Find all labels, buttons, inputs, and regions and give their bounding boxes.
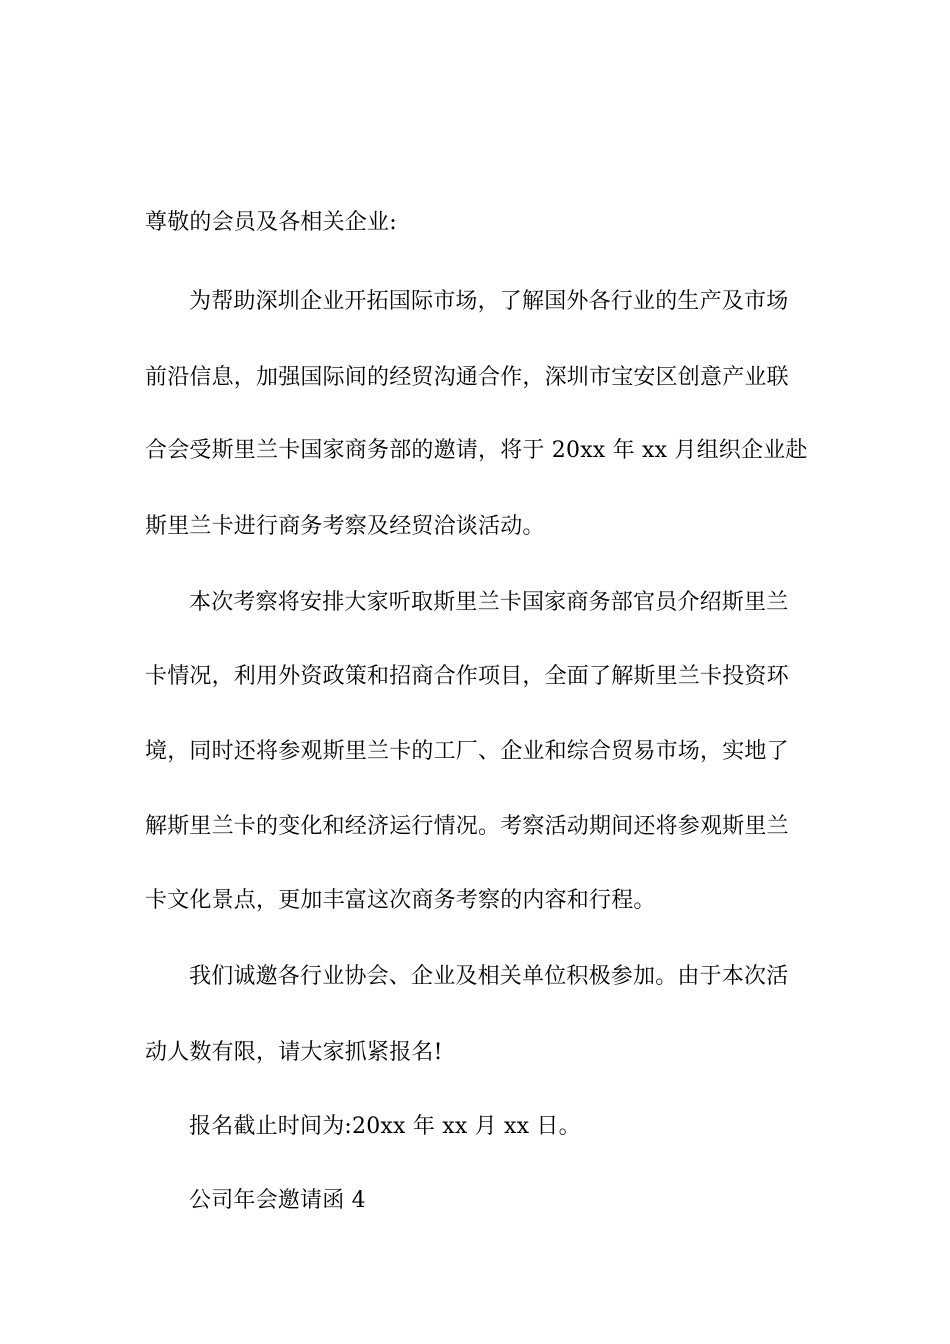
deadline-line: 报名截止时间为:20xx 年 xx 月 xx 日。	[189, 1114, 581, 1139]
greeting-line: 尊敬的会员及各相关企业:	[145, 210, 397, 235]
next-section-heading: 公司年会邀请函 4	[189, 1188, 366, 1213]
paragraph-2-line-4: 解斯里兰卡的变化和经济运行情况。考察活动期间还将参观斯里兰	[145, 814, 789, 839]
paragraph-3-line-2: 动人数有限，请大家抓紧报名!	[145, 1040, 443, 1065]
paragraph-2-line-5: 卡文化景点，更加丰富这次商务考察的内容和行程。	[145, 888, 656, 913]
paragraph-1-line-3: 合会受斯里兰卡国家商务部的邀请，将于 20xx 年 xx 月组织企业赴	[145, 438, 808, 463]
paragraph-2-line-1: 本次考察将安排大家听取斯里兰卡国家商务部官员介绍斯里兰	[189, 590, 789, 615]
paragraph-1-line-2: 前沿信息，加强国际间的经贸沟通合作，深圳市宝安区创意产业联	[145, 365, 789, 390]
paragraph-3-line-1: 我们诚邀各行业协会、企业及相关单位积极参加。由于本次活	[189, 964, 789, 989]
paragraph-1-line-1: 为帮助深圳企业开拓国际市场，了解国外各行业的生产及市场	[189, 289, 789, 314]
paragraph-2-line-3: 境，同时还将参观斯里兰卡的工厂、企业和综合贸易市场，实地了	[145, 739, 789, 764]
paragraph-2-line-2: 卡情况，利用外资政策和招商合作项目，全面了解斯里兰卡投资环	[145, 664, 789, 689]
paragraph-1-line-4: 斯里兰卡进行商务考察及经贸洽谈活动。	[145, 514, 545, 539]
